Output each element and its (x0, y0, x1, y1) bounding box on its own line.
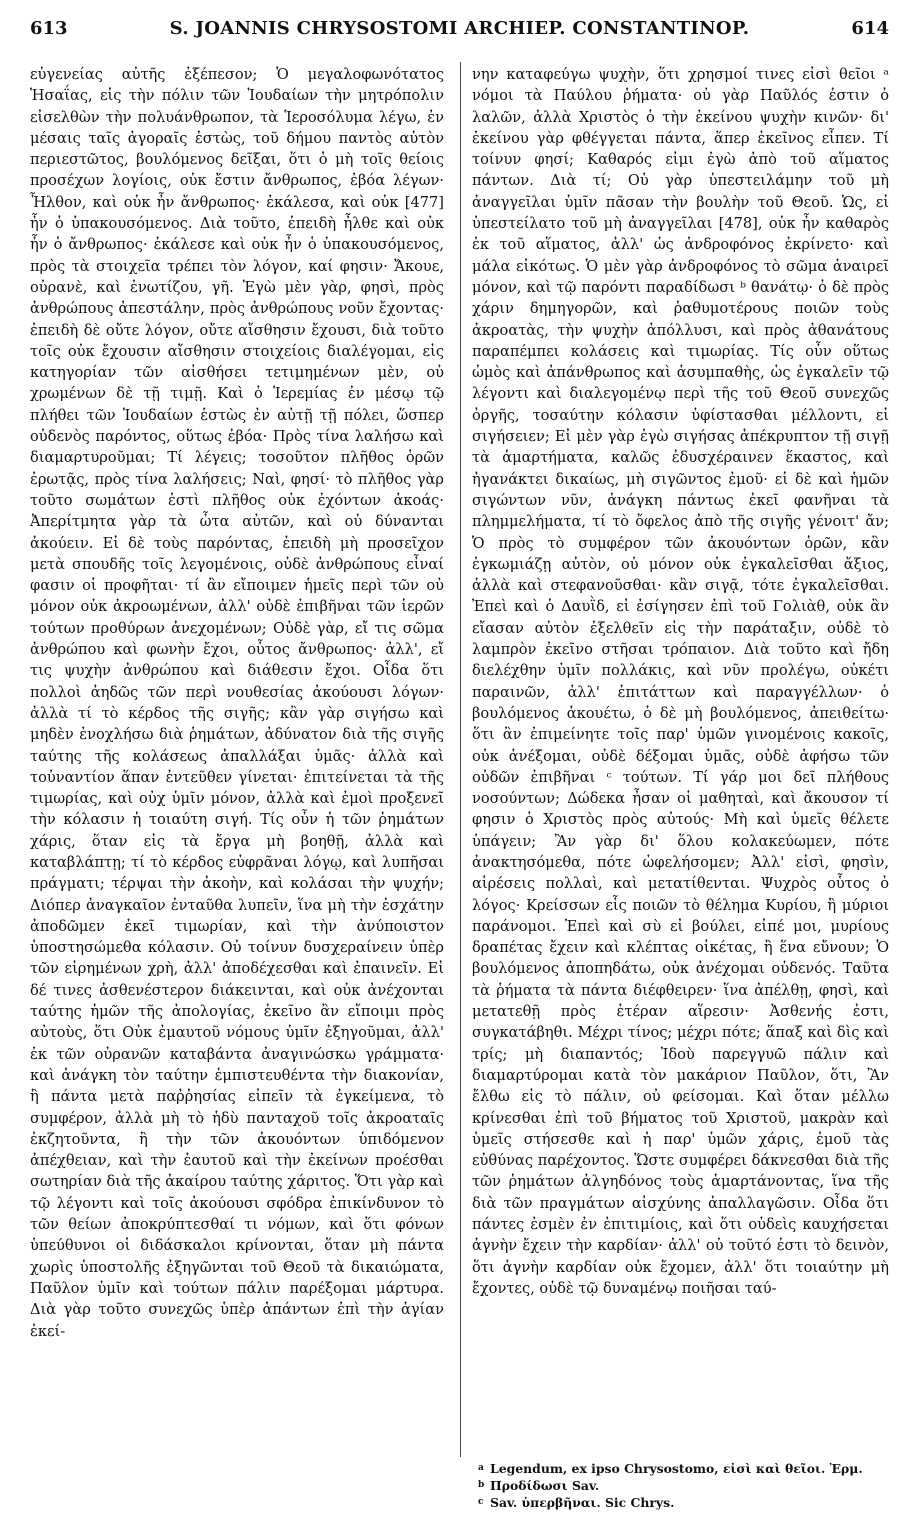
page-number-left: 613 (30, 18, 68, 39)
footnote-a (478, 1460, 888, 1477)
footnote-c (478, 1494, 888, 1511)
footnote-b (478, 1477, 888, 1494)
column-divider (460, 62, 461, 1457)
page-number-right: 614 (851, 18, 889, 39)
footnote-mark: a (478, 1463, 484, 1473)
left-column (30, 64, 444, 1342)
footnotes (478, 1460, 888, 1511)
running-header (30, 18, 889, 48)
footnote-text: Προδίδωσι Sav. (490, 1478, 600, 1493)
left-column-text: εὐγενείας αὐτῆς ἐξέπεσον; Ὁ μεγαλοφωνότατος Ἡσαΐας, εἰς τὴν πόλιν τῶν Ἰουδαίων τὴν μητρόπολιν εἰσελθὼν τὴν πολυάνθρωπον, τὰ Ἱεροσόλυμα λέγω, ἐν μέσαις ταῖς ἀγοραῖς ἑστὼς, τοῦ δήμου παντὸς αὐτὸν περιεστῶτος, βουλόμενος δεῖξαι, ὅτι ὁ μὴ τοῖς θείοις προσέχων λογίοις, οὐκ ἔστιν ἄνθρωπος, ἐβόα λέγων· Ἦλθον, καὶ οὐκ ἦν ἄνθρωπος· ἐκάλεσα, καὶ οὐκ [477] ἦν ὁ ὑπακουσόμενος. Διὰ τοῦτο, ἐπειδὴ ἦλθε καὶ οὐκ ἦν ὁ ἄνθρωπος· ἐκάλεσε καὶ οὐκ ἦν ὁ ὑπακουσόμενος, πρὸς τὰ στοιχεῖα τρέπει τὸν λόγον, καί φησιν· Ἄκουε, οὐρανὲ, καὶ ἐνωτίζου, γῆ. Ἐγὼ μὲν γὰρ, φησὶ, πρὸς ἀνθρώπους ἀπεστάλην, πρὸς ἀνθρώπους νοῦν ἔχοντας· ἐπειδὴ δὲ οὔτε λόγον, οὔτε αἴσθησιν ἔχουσι, διὰ τοῦτο τοῖς οὐκ ἔχουσιν αἴσθησιν στοιχείοις διαλέγομαι, εἰς κατηγορίαν τῶν αἰσθήσει τετιμημένων μὲν, οὐ χρωμένων δὲ τῇ τιμῇ. Καὶ ὁ Ἱερεμίας ἐν μέσῳ τῷ πλήθει τῶν Ἰουδαίων ἑστὼς ἐν αὐτῇ τῇ πόλει, ὥσπερ οὐδενὸς παρόντος, οὕτως ἐβόα· Πρὸς τίνα λαλήσω καὶ διαμαρτυροῦμαι; Τί λέγεις; τοσοῦτον πλῆθος ὁρῶν ἐρωτᾷς, πρὸς τίνα λαλήσεις; Ναὶ, φησί· τὸ πλῆθος γὰρ τοῦτο σωμάτων ἐστὶ πλῆθος οὐκ ἐχόντων ἀκοάς· Ἀπερίτμητα γὰρ τὰ ὦτα αὐτῶν, καὶ οὐ δύνανται ἀκούειν. Εἰ δὲ τοὺς παρόντας, ἐπειδὴ μὴ προσεῖχον μετὰ σπουδῆς τοῖς λεγομένοις, οὐδὲ ἀνθρώπους εἶναί φασιν οἱ προφῆται· τί ἂν εἴποιμεν ἡμεῖς περὶ τῶν οὐ μόνον οὐκ ἀκροωμένων, ἀλλ' οὐδὲ ἐπιβῆναι τῶν ἱερῶν τούτων προθύρων ἀνεχομένων; Οὐδὲ γὰρ, εἴ τις σῶμα ἀνθρώπου καὶ φωνὴν ἔχοι, οὗτος ἄνθρωπος· ἀλλ', εἴ τις ψυχὴν ἀνθρώπου καὶ διάθεσιν ἔχοι. Οἶδα ὅτι πολλοὶ ἀηδῶς τῶν περὶ νουθεσίας ἀκούουσι λόγων· ἀλλὰ τί τὸ κέρδος τῆς σιγῆς; κἂν γὰρ σιγήσω καὶ μηδὲν ἐνοχλήσω διὰ ῥημάτων, ἀδύνατον διὰ τῆς σιγῆς ταύτης τῆς κολάσεως ἀπαλλάξαι ὑμᾶς· ἀλλὰ καὶ τοὐναντίον ἅπαν ἐντεῦθεν γίνεται· ἐπιτείνεται τὰ τῆς τιμωρίας, καὶ οὐχ ὑμῖν μόνον, ἀλλὰ καὶ ἐμοὶ προξενεῖ τὴν κόλασιν ἡ τοιαύτη σιγή. Τίς οὖν ἡ τῶν ῥημάτων χάρις, ὅταν εἰς τὰ ἔργα μὴ βοηθῇ, ἀλλὰ καὶ καταβλάπτῃ; τί τὸ κέρδος εὐφρᾶναι λόγῳ, καὶ λυπῆσαι πράγματι; τέρψαι τὴν ἀκοὴν, καὶ κολάσαι τὴν ψυχήν; Διόπερ ἀναγκαῖον ἐνταῦθα λυπεῖν, ἵνα μὴ τὴν ἐσχάτην ἀποδῶμεν ἐκεῖ τιμωρίαν, καὶ τὴν ἀνύποιστον ὑποστησώμεθα κόλασιν. Οὐ τοίνυν δυσχεραίνειν ὑπὲρ τῶν εἰρημένων χρὴ, ἀλλ' ἀποδέχεσθαι καὶ ἐπαινεῖν. Εἰ δέ τινες ἀσθενέστερον διάκεινται, καὶ οὐκ ἀνέχονται ταύτης ἡμῶν τῆς ἀπολογίας, ἐκεῖνο ἂν εἴποιμι πρὸς αὐτοὺς, ὅτι Οὐκ ἐμαυτοῦ νόμους ὑμῖν ἐξηγοῦμαι, ἀλλ' ἐκ τῶν οὐρανῶν καταβάντα ἀναγινώσκω γράμματα· καὶ ἀνάγκη τὸν ταύτην ἐμπιστευθέντα τὴν διακονίαν, ἢ πάντα μετὰ παῤῥησίας εἰπεῖν τὰ ἐγκείμενα, τὸ συμφέρον, ἀλλὰ μὴ τὸ ἡδὺ πανταχοῦ τοῖς ἀκροαταῖς ἐκζητοῦντα, ἢ τὴν τῶν ἀκουόντων ὑπιδόμενον ἀπέχθειαν, καὶ τὴν ἑαυτοῦ καὶ τὴν ἐκείνων προέσθαι σωτηρίαν διὰ τῆς ἀκαίρου ταύτης χάριτος. Ὅτι γὰρ καὶ τῷ λέγοντι καὶ τοῖς ἀκούουσι σφόδρα ἐπικίνδυνον τὸ τῶν θείων ἀποκρύπτεσθαί τι νόμων, καὶ ὅτι φόνων ὑπεύθυνοι οἱ διδάσκαλοι κρίνονται, ὅταν μὴ πάντα χωρὶς ὑποστολῆς ἐξηγῶνται τοῦ Θεοῦ τὰ δικαιώματα, Παῦλον ὑμῖν καὶ τούτων πάλιν παρέξομαι μάρτυρα. Διὰ γὰρ τοῦτο συνεχῶς ὑπὲρ ἁπάντων ἐπὶ τὴν ἁγίαν ἐκεί- (30, 66, 444, 1340)
footnote-text: Legendum, ex ipso Chrysostomo, εἰσὶ καὶ θεῖοι. Ἐρμ. (490, 1461, 863, 1476)
right-column (472, 64, 889, 1299)
running-title: S. JOANNIS CHRYSOSTOMI ARCHIEP. CONSTANTINOP. (169, 18, 750, 39)
footnote-text: Sav. ὑπερβῆναι. Sic Chrys. (490, 1495, 675, 1510)
footnote-mark: c (478, 1497, 484, 1507)
footnote-mark: b (478, 1480, 485, 1490)
right-column-text: νην καταφεύγω ψυχὴν, ὅτι χρησμοί τινες εἰσὶ θεῖοι ᵃ νόμοι τὰ Παύλου ῥήματα· οὐ γὰρ Παῦλός ἐστιν ὁ λαλῶν, ἀλλὰ Χριστὸς ὁ τὴν ἐκείνου ψυχὴν κινῶν· δι' ἐκείνου γὰρ φθέγγεται πάντα, ἅπερ ἐκεῖνος εἶπεν. Τί τοίνυν φησί; Καθαρός εἰμι ἐγὼ ἀπὸ τοῦ αἵματος πάντων. Διὰ τί; Οὐ γὰρ ὑπεστειλάμην τοῦ μὴ ἀναγγεῖλαι ὑμῖν πᾶσαν τὴν βουλὴν τοῦ Θεοῦ. Ὡς, εἰ ὑπεστείλατο τοῦ μὴ ἀναγγεῖλαι [478], οὐκ ἦν καθαρὸς ἐκ τοῦ αἵματος, ἀλλ' ὡς ἀνδροφόνος ἐκρίνετο· καὶ μάλα εἰκότως. Ὁ μὲν γὰρ ἀνδροφόνος τὸ σῶμα ἀναιρεῖ μόνον, καὶ τῷ παρόντι παραδίδωσι ᵇ θανάτῳ· ὁ δὲ πρὸς χάριν δημηγορῶν, καὶ ῥαθυμοτέρους ποιῶν τοὺς ἀκροατὰς, τὴν ψυχὴν ἀπόλλυσι, καὶ πρὸς ἀθανάτους παραπέμπει κολάσεις καὶ τιμωρίας. Τίς οὖν οὕτως ὠμὸς καὶ ἀπάνθρωπος καὶ ἀσυμπαθὴς, ὡς ἐγκαλεῖν τῷ λέγοντι καὶ διαλεγομένῳ περὶ τῆς τοῦ Θεοῦ συνεχῶς ὀργῆς, τοσαύτην κόλασιν ὑφίστασθαι μέλλοντι, εἰ σιγήσειεν; Εἰ μὲν γὰρ ἐγὼ σιγήσας ἀπέκρυπτον τῇ σιγῇ τὰ ἁμαρτήματα, καλῶς ἐδυσχέραινεν ἕκαστος, καὶ ἠγανάκτει δικαίως, μὴ σιγῶντος ἐμοῦ· εἰ δὲ καὶ ἡμῶν σιγώντων νῦν, ἀνάγκη πάντως ἐκεῖ φανῆναι τὰ πλημμελήματα, τί τὸ ὄφελος ἀπὸ τῆς σιγῆς γένοιτ' ἄν; Ὁ πρὸς τὸ συμφέρον τῶν ἀκουόντων ὁρῶν, κἂν ἐγκωμιάζῃ αὐτὸν, οὐ μόνον οὐκ ἐγκαλεῖσθαι ἄξιος, ἀλλὰ καὶ στεφανοῦσθαι· κἂν σιγᾷ, τότε ἐγκαλεῖσθαι. Ἐπεὶ καὶ ὁ Δαυῒδ, εἰ ἐσίγησεν ἐπὶ τοῦ Γολιὰθ, οὐκ ἂν εἴασαν αὐτὸν ἐξελθεῖν εἰς τὴν παράταξιν, οὐδὲ τὸ λαμπρὸν ἐκεῖνο στῆσαι τρόπαιον. Διὰ τοῦτο καὶ ἤδη διελέχθην ὑμῖν πολλάκις, καὶ νῦν προλέγω, οὐκέτι παραινῶν, ἀλλ' ἐπιτάττων καὶ παραγγέλλων· ὁ βουλόμενος ἀκουέτω, ὁ δὲ μὴ βουλόμενος, ἀπειθείτω· ὅτι ἂν ἐπιμείνητε τοῖς παρ' ὑμῶν γινομένοις κακοῖς, οὐκ ἀνέξομαι, οὐδὲ δέξομαι ὑμᾶς, οὐδὲ ἀφήσω τῶν οὐδῶν ἐπιβῆναι ᶜ τούτων. Τί γάρ μοι δεῖ πλήθους νοσούντων; Δώδεκα ἦσαν οἱ μαθηταὶ, καὶ ἄκουσον τί φησιν ὁ Χριστὸς πρὸς αὐτούς· Μὴ καὶ ὑμεῖς θέλετε ὑπάγειν; Ἂν γὰρ δι' ὅλου κολακεύωμεν, πότε ἀνακτησόμεθα, πότε ὠφελήσομεν; Ἀλλ' εἰσὶ, φησὶν, αἱρέσεις πολλαὶ, καὶ μετατίθενται. Ψυχρὸς οὗτος ὁ λόγος· Κρείσσων εἷς ποιῶν τὸ θέλημα Κυρίου, ἢ μύριοι παράνομοι. Ἐπεὶ καὶ σὺ εἰ βούλει, εἰπέ μοι, μυρίους δραπέτας ἔχειν καὶ κλέπτας οἰκέτας, ἢ ἕνα εὔνουν; Ὁ βουλόμενος ἀποπηδάτω, οὐκ ἀνέχομαι οὐδενός. Ταῦτα τὰ ῥήματα τὰ πάντα διέφθειρεν· ἵνα ἀπέλθῃ, φησὶ, καὶ μετατεθῇ πρὸς ἑτέραν αἵρεσιν· Ἀσθενής ἐστι, συγκατάβηθι. Μέχρι τίνος; μέχρι πότε; ἅπαξ καὶ δὶς καὶ τρίς; μὴ διαπαντός; Ἰδοὺ παρεγγυῶ πάλιν καὶ διαμαρτύρομαι κατὰ τὸν μακάριον Παῦλον, ὅτι, Ἂν ἔλθω εἰς τὸ πάλιν, οὐ φείσομαι. Καὶ ὅταν μέλλω κρίνεσθαι ἐπὶ τοῦ βήματος τοῦ Χριστοῦ, μακρὰν καὶ ὑμεῖς στήσεσθε καὶ ἡ παρ' ὑμῶν χάρις, ἐμοῦ τὰς εὐθύνας παρέχοντος. Ὥστε συμφέρει δάκνεσθαι διὰ τῆς τῶν ῥημάτων ἀλγηδόνος τοὺς ἁμαρτάνοντας, ἵνα τῆς διὰ τῶν πραγμάτων αἰσχύνης ἀπαλλαγῶσιν. Οἶδα ὅτι πάντες ἐσμὲν ἐν ἐπιτιμίοις, καὶ ὅτι οὐδεὶς καυχήσεται ἁγνὴν ἔχειν τὴν καρδίαν· ἀλλ' οὐ τοῦτό ἐστι τὸ δεινὸν, ὅτι ἁγνὴν καρδίαν οὐκ ἔχομεν, ἀλλ' ὅτι τοιαύτην μὴ ἔχοντες, οὐδὲ τῷ δυναμένῳ ποιῆσαι ταύ- (472, 66, 889, 1297)
